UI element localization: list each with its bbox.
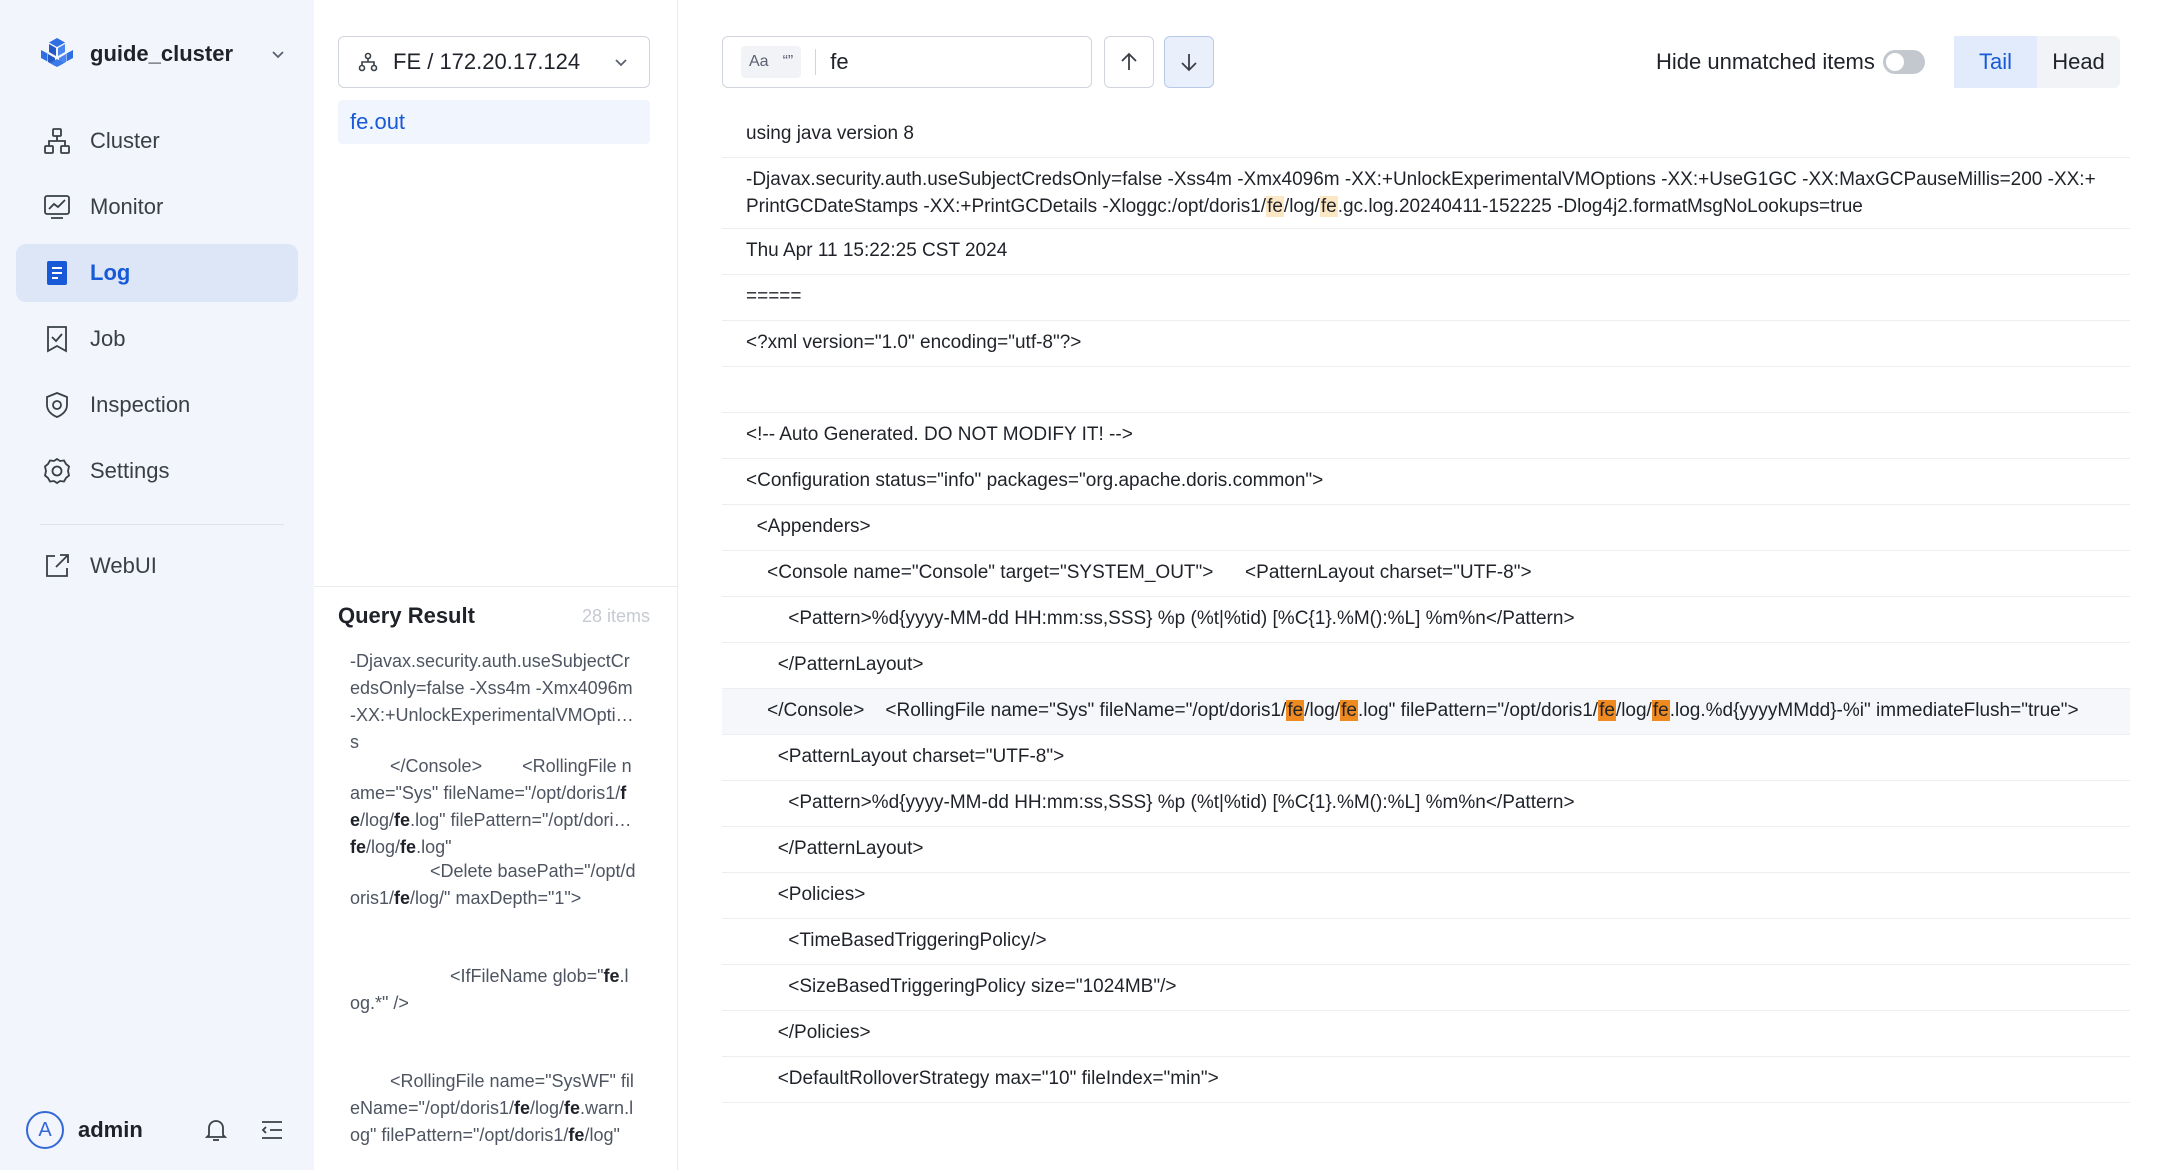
log-line: <!-- Auto Generated. DO NOT MODIFY IT! --> <box>722 413 2130 459</box>
chevron-down-icon <box>611 52 631 72</box>
job-icon <box>42 324 72 354</box>
user-bar <box>26 1110 286 1150</box>
log-line: <?xml version="1.0" encoding="utf-8"?> <box>722 321 2130 367</box>
search-box <box>722 36 1092 88</box>
log-line: <TimeBasedTriggeringPolicy/> <box>722 919 2130 965</box>
list-item[interactable]: <IfFileName glob="fe.log.*" /> <box>350 966 629 1013</box>
external-link-icon <box>42 551 72 581</box>
arrow-down-icon <box>1177 50 1201 74</box>
log-viewer <box>678 0 2160 1170</box>
sidebar-item-label: Cluster <box>90 128 160 153</box>
panel-divider <box>314 586 678 587</box>
sidebar-divider <box>40 524 284 525</box>
gear-icon <box>42 456 72 486</box>
match-whole-word-toggle[interactable]: “” <box>782 53 794 70</box>
sidebar-item-webui[interactable] <box>42 537 157 595</box>
file-item-fe-out[interactable]: fe.out <box>338 100 650 144</box>
sidebar-item-job[interactable] <box>16 310 298 368</box>
node-selector[interactable] <box>338 36 650 88</box>
list-item[interactable]: <RollingFile name="SysWF" fileName="/opt/doris1/fe/log/fe.warn.log" filePattern="/opt/doris1/fe/log" <box>350 1071 634 1145</box>
head-button[interactable]: Head <box>2052 49 2105 74</box>
user-name[interactable]: admin <box>78 1117 143 1142</box>
query-result-count: 28 items <box>581 605 650 626</box>
sidebar-item-label: Settings <box>90 458 170 483</box>
log-line: </Console> <RollingFile name="Sys" fileName="/opt/doris1/fe/log/fe.log" filePattern="/opt/doris1/fe/log/fe.log.%d{yyyyMMdd}-%i" immediateFlush="true"> <box>722 689 2130 735</box>
cluster-icon <box>42 126 72 156</box>
monitor-icon <box>42 192 72 222</box>
log-line: <Configuration status="info" packages="org.apache.doris.common"> <box>722 459 2130 505</box>
node-tree-icon <box>357 51 379 73</box>
log-line: </PatternLayout> <box>722 827 2130 873</box>
cluster-name: guide_cluster <box>90 41 234 66</box>
log-line: <SizeBasedTriggeringPolicy size="1024MB"/> <box>722 965 2130 1011</box>
avatar[interactable]: A <box>26 1111 64 1149</box>
sidebar-item-label: Log <box>90 260 131 285</box>
log-line: <PatternLayout charset="UTF-8"> <box>722 735 2130 781</box>
log-lines <box>722 112 2130 1103</box>
next-match-button[interactable] <box>1164 36 1214 88</box>
previous-match-button[interactable] <box>1104 36 1154 88</box>
arrow-up-icon <box>1117 50 1141 74</box>
sidebar-item-label: WebUI <box>90 553 157 578</box>
log-icon <box>42 258 72 288</box>
hide-unmatched-control <box>1656 44 1925 80</box>
list-item[interactable]: <Delete basePath="/opt/doris1/fe/log/" maxDepth="1"> <box>350 861 636 908</box>
query-result-list <box>338 648 650 1173</box>
log-line: </Policies> <box>722 1011 2130 1057</box>
log-line: ===== <box>722 275 2130 321</box>
log-line: Thu Apr 11 15:22:25 CST 2024 <box>722 229 2130 275</box>
list-item[interactable]: -Djavax.security.auth.useSubjectCredsOnly=false -Xss4m -Xmx4096m -XX:+UnlockExperimentalVMOptions <box>350 651 638 752</box>
log-line: <Console name="Console" target="SYSTEM_OUT"> <PatternLayout charset="UTF-8"> <box>722 551 2130 597</box>
sidebar-item-label: Job <box>90 326 126 351</box>
query-result-header <box>338 598 650 634</box>
collapse-menu-icon[interactable] <box>258 1116 286 1144</box>
sidebar-item-settings[interactable] <box>16 442 298 500</box>
hide-unmatched-label: Hide unmatched items <box>1656 49 1875 74</box>
sidebar-item-inspection[interactable] <box>16 376 298 434</box>
search-separator <box>815 49 816 75</box>
log-line <box>722 367 2130 413</box>
shield-icon <box>42 390 72 420</box>
log-line: <Appenders> <box>722 505 2130 551</box>
log-line: </PatternLayout> <box>722 643 2130 689</box>
match-case-toggle[interactable]: Aa <box>749 53 769 70</box>
log-line: <DefaultRolloverStrategy max="10" fileIndex="min"> <box>722 1057 2130 1103</box>
sidebar-item-monitor[interactable] <box>16 178 298 236</box>
file-panel <box>314 0 678 1170</box>
search-options <box>741 46 801 78</box>
log-line: -Djavax.security.auth.useSubjectCredsOnly=false -Xss4m -Xmx4096m -XX:+UnlockExperimentalVMOptions -XX:+UseG1GC -XX:MaxGCPauseMillis=200 -XX:+PrintGCDateStamps -XX:+PrintGCDetails -Xloggc:/opt/doris1/fe/log/fe.gc.log.20240411-152225 -Dlog4j2.formatMsgNoLookups=true <box>722 158 2130 229</box>
sidebar-item-label: Inspection <box>90 392 191 417</box>
log-line: <Policies> <box>722 873 2130 919</box>
sidebar <box>0 0 314 1170</box>
log-line: <Pattern>%d{yyyy-MM-dd HH:mm:ss,SSS} %p (%t|%tid) [%C{1}.%M():%L] %m%n</Pattern> <box>722 781 2130 827</box>
hide-unmatched-toggle[interactable] <box>1883 50 1925 74</box>
sidebar-item-log[interactable] <box>16 244 298 302</box>
search-input[interactable] <box>830 49 1010 75</box>
sidebar-nav <box>16 112 298 508</box>
query-result-title: Query Result <box>338 603 475 628</box>
cluster-selector[interactable] <box>38 34 288 74</box>
list-item[interactable]: </Console> <RollingFile name="Sys" fileName="/opt/doris1/fe/log/fe.log" filePattern="/opt/doris1/fe/log/fe.log" <box>350 756 638 857</box>
log-line: using java version 8 <box>722 112 2130 158</box>
node-label: FE / 172.20.17.124 <box>393 49 581 74</box>
chevron-down-icon <box>268 44 288 64</box>
log-line: <Pattern>%d{yyyy-MM-dd HH:mm:ss,SSS} %p (%t|%tid) [%C{1}.%M():%L] %m%n</Pattern> <box>722 597 2130 643</box>
sidebar-item-label: Monitor <box>90 194 164 219</box>
tail-button[interactable]: Tail <box>1954 36 2037 88</box>
sidebar-item-cluster[interactable] <box>16 112 298 170</box>
tail-head-switch <box>1954 36 2120 88</box>
bell-icon[interactable] <box>202 1116 230 1144</box>
cluster-logo-icon <box>38 35 76 73</box>
